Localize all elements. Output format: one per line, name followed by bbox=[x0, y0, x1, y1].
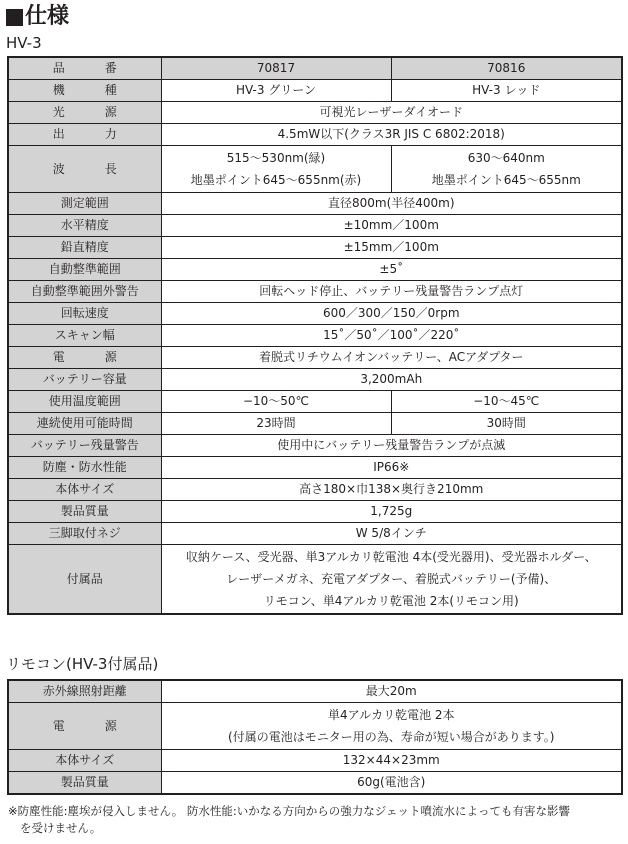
table-row bbox=[8, 457, 622, 479]
cell-value: 直径800m(半径400m) bbox=[161, 193, 622, 215]
table-row bbox=[8, 391, 622, 413]
cell-value: 600／300／150／0rpm bbox=[161, 303, 622, 325]
row-label: 本体サイズ bbox=[8, 479, 161, 501]
cell-value: 着脱式リチウムイオンバッテリー、ACアダプター bbox=[161, 347, 622, 369]
row-label: 波 長 bbox=[8, 146, 161, 193]
remote-spec-table bbox=[7, 679, 623, 795]
cell-value: HV-3 レッド bbox=[391, 80, 622, 102]
table-row bbox=[8, 146, 622, 193]
cell-line: 単4アルカリ乾電池 2本 bbox=[327, 708, 455, 722]
row-label: 品 番 bbox=[8, 57, 161, 80]
table-row bbox=[8, 479, 622, 501]
cell-value: −10～50℃ bbox=[161, 391, 391, 413]
row-label: 製品質量 bbox=[8, 772, 161, 795]
footnote bbox=[8, 803, 624, 837]
row-label: 連続使用可能時間 bbox=[8, 413, 161, 435]
cell-value bbox=[161, 545, 622, 615]
cell-value: −10～45℃ bbox=[391, 391, 622, 413]
table-row bbox=[8, 237, 622, 259]
row-label: 機 種 bbox=[8, 80, 161, 102]
row-label: 三脚取付ネジ bbox=[8, 523, 161, 545]
cell-value: 回転ヘッド停止、バッテリー残量警告ランプ点灯 bbox=[161, 281, 622, 303]
row-label: 本体サイズ bbox=[8, 750, 161, 772]
row-label: 付属品 bbox=[8, 545, 161, 615]
cell-value: 30時間 bbox=[391, 413, 622, 435]
row-label: 出 力 bbox=[8, 124, 161, 146]
table-row bbox=[8, 750, 622, 772]
footnote-line: ※防塵性能:塵埃が侵入しません。 防水性能:いかなる方向からの強力なジェット噴流水によっても有害な影響 bbox=[8, 804, 570, 818]
table-row bbox=[8, 545, 622, 615]
cell-value: 高さ180×巾138×奥行き210mm bbox=[161, 479, 622, 501]
cell-line: レーザーメガネ、充電アダプター、着脱式バッテリー(予備)、 bbox=[226, 572, 557, 586]
row-label: 防塵・防水性能 bbox=[8, 457, 161, 479]
row-label: 鉛直精度 bbox=[8, 237, 161, 259]
spec-table bbox=[7, 56, 623, 615]
cell-value bbox=[391, 146, 622, 193]
table-row bbox=[8, 501, 622, 523]
table-row bbox=[8, 435, 622, 457]
table-row bbox=[8, 259, 622, 281]
cell-line: 収納ケース、受光器、単3アルカリ乾電池 4本(受光器用)、受光器ホルダー、 bbox=[185, 550, 597, 564]
cell-line: 630～640nm bbox=[467, 151, 545, 165]
cell-value: 4.5mW以下(クラス3R JIS C 6802:2018) bbox=[161, 124, 622, 146]
table-row bbox=[8, 193, 622, 215]
table-row bbox=[8, 772, 622, 795]
cell-value: 最大20m bbox=[161, 680, 622, 703]
footnote-line: を受けません。 bbox=[20, 821, 102, 835]
row-label: 水平精度 bbox=[8, 215, 161, 237]
row-label: 赤外線照射距離 bbox=[8, 680, 161, 703]
cell-value: 可視光レーザーダイオード bbox=[161, 102, 622, 124]
cell-value: ±5˚ bbox=[161, 259, 622, 281]
cell-value: ±10mm／100m bbox=[161, 215, 622, 237]
square-bullet-icon bbox=[6, 9, 23, 26]
page-title-text: 仕様 bbox=[25, 4, 70, 29]
table-row bbox=[8, 347, 622, 369]
table-row bbox=[8, 281, 622, 303]
row-label: スキャン幅 bbox=[8, 325, 161, 347]
table-row bbox=[8, 325, 622, 347]
row-label: バッテリー容量 bbox=[8, 369, 161, 391]
remote-heading: リモコン(HV-3付属品) bbox=[6, 655, 159, 673]
cell-line: 地墨ポイント645～655nm bbox=[431, 173, 581, 187]
row-label: 自動整準範囲 bbox=[8, 259, 161, 281]
row-label: 測定範囲 bbox=[8, 193, 161, 215]
cell-value: 使用中にバッテリー残量警告ランプが点滅 bbox=[161, 435, 622, 457]
table-row bbox=[8, 523, 622, 545]
row-label: バッテリー残量警告 bbox=[8, 435, 161, 457]
cell-value: 1,725g bbox=[161, 501, 622, 523]
cell-value: ±15mm／100m bbox=[161, 237, 622, 259]
row-label: 光 源 bbox=[8, 102, 161, 124]
cell-value: 3,200mAh bbox=[161, 369, 622, 391]
row-label: 電 源 bbox=[8, 347, 161, 369]
cell-value: W 5/8インチ bbox=[161, 523, 622, 545]
page-title bbox=[6, 4, 69, 30]
cell-value bbox=[161, 146, 391, 193]
table-row bbox=[8, 680, 622, 703]
table-row bbox=[8, 57, 622, 80]
cell-value: IP66※ bbox=[161, 457, 622, 479]
row-label: 使用温度範囲 bbox=[8, 391, 161, 413]
model-heading: HV-3 bbox=[6, 34, 42, 52]
cell-line: (付属の電池はモニター用の為、寿命が短い場合があります。) bbox=[228, 730, 555, 744]
table-row bbox=[8, 102, 622, 124]
table-row bbox=[8, 80, 622, 102]
cell-line: 515～530nm(緑) bbox=[226, 151, 326, 165]
table-row bbox=[8, 413, 622, 435]
row-label: 回転速度 bbox=[8, 303, 161, 325]
cell-line: リモコン、単4アルカリ乾電池 2本(リモコン用) bbox=[263, 594, 519, 608]
cell-value: 132×44×23mm bbox=[161, 750, 622, 772]
table-row bbox=[8, 303, 622, 325]
cell-value bbox=[161, 703, 622, 750]
row-label: 電 源 bbox=[8, 703, 161, 750]
table-row bbox=[8, 703, 622, 750]
table-row bbox=[8, 124, 622, 146]
row-label: 自動整準範囲外警告 bbox=[8, 281, 161, 303]
cell-value: 70816 bbox=[391, 57, 622, 80]
cell-value: HV-3 グリーン bbox=[161, 80, 391, 102]
cell-line: 地墨ポイント645～655nm(赤) bbox=[190, 173, 362, 187]
cell-value: 23時間 bbox=[161, 413, 391, 435]
table-row bbox=[8, 369, 622, 391]
row-label: 製品質量 bbox=[8, 501, 161, 523]
cell-value: 60g(電池含) bbox=[161, 772, 622, 795]
cell-value: 70817 bbox=[161, 57, 391, 80]
table-row bbox=[8, 215, 622, 237]
cell-value: 15˚／50˚／100˚／220˚ bbox=[161, 325, 622, 347]
